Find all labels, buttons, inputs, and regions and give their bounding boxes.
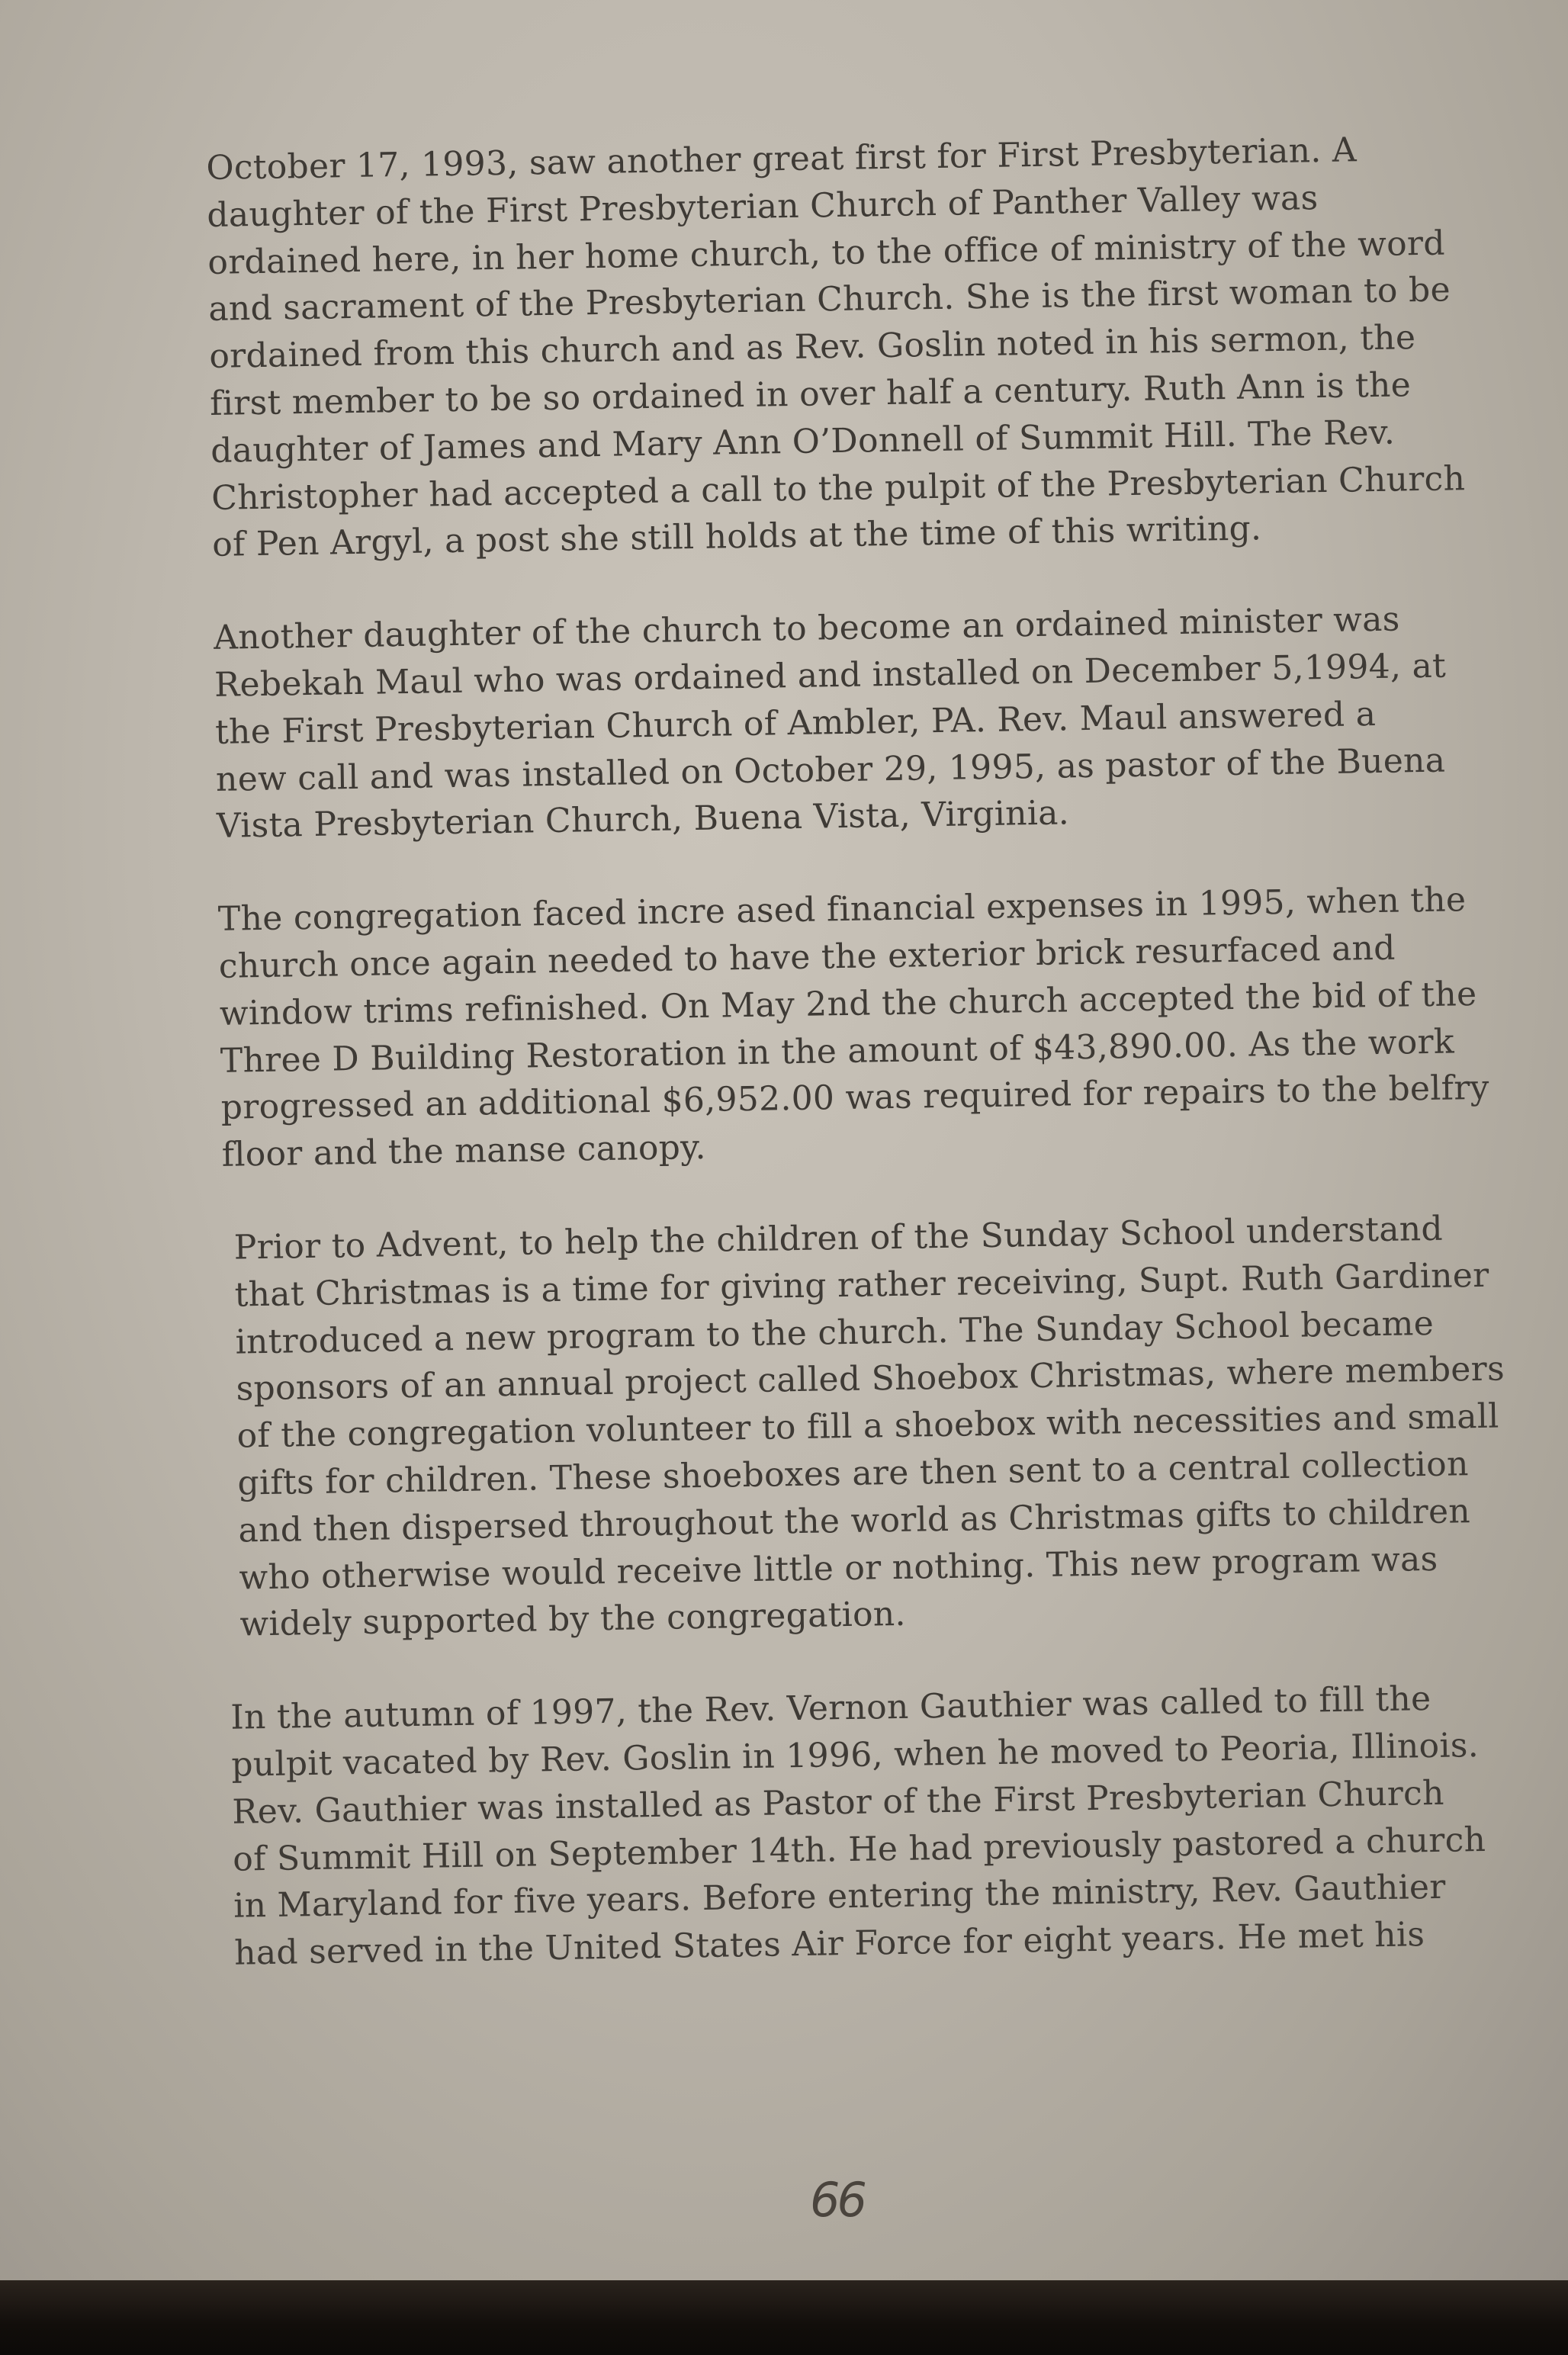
text-line: Three D Building Restoration in the amount of $43,890.00. As the work [220, 1021, 1455, 1081]
text-line: widely supported by the congregation. [239, 1595, 907, 1644]
text-line: Christopher had accepted a call to the pulpit of the Presbyterian Church [210, 458, 1466, 518]
paragraph-ordination-1993 [206, 126, 1466, 570]
text-line: in Maryland for five years. Before entering the ministry, Rev. Gauthier [233, 1868, 1447, 1926]
text-line: of Pen Argyl, a post she still holds at the time of this writing. [211, 509, 1262, 565]
text-line: the First Presbyterian Church of Ambler, PA. Rev. Maul answered a [214, 694, 1377, 752]
text-line: floor and the manse canopy. [221, 1128, 707, 1174]
text-line: gifts for children. These shoeboxes are then sent to a central collection [237, 1444, 1470, 1503]
page-number: 66 [810, 2172, 864, 2228]
paragraph-restoration-1995 [217, 877, 1490, 1179]
text-line: and then dispersed throughout the world as Christmas gifts to children [238, 1491, 1471, 1550]
paragraph-rebekah-maul [214, 596, 1453, 850]
text-line: first member to be so ordained in over half a century. Ruth Ann is the [209, 365, 1412, 423]
text-line: daughter of the First Presbyterian Church of Panther Valley was [207, 178, 1319, 235]
text-line: Another daughter of the church to become an ordained minister was [213, 599, 1400, 658]
text-line: window trims refinished. On May 2nd the church accepted the bid of the [219, 974, 1477, 1033]
desk-shadow [0, 2280, 1568, 2355]
text-line: and sacrament of the Presbyterian Church. She is the first woman to be [207, 270, 1451, 329]
text-line: church once again needed to have the exterior brick resurfaced and [218, 928, 1396, 986]
text-line: In the autumn of 1997, the Rev. Vernon Gauthier was called to fill the [230, 1679, 1431, 1737]
text-line: pulpit vacated by Rev. Goslin in 1996, when he moved to Peoria, Illinois. [230, 1725, 1480, 1785]
text-line: progressed an additional $6,952.00 was required for repairs to the belfry [220, 1068, 1490, 1128]
text-line: who otherwise would receive little or nothing. This new program was [239, 1539, 1438, 1598]
text-line: introduced a new program to the church. The Sunday School became [235, 1303, 1435, 1362]
text-line: Vista Presbyterian Church, Buena Vista, Virginia. [216, 793, 1070, 847]
text-line: had served in the United States Air Force for eight years. He met his [233, 1915, 1425, 1973]
text-line: sponsors of an annual project called Shoebox Christmas, where members [236, 1349, 1505, 1409]
text-line: Prior to Advent, to help the children of the Sunday School understand [233, 1209, 1444, 1267]
text-line: The congregation faced incre ased financial expenses in 1995, when the [217, 880, 1467, 940]
text-line: ordained from this church and as Rev. Goslin noted in his sermon, the [208, 318, 1416, 377]
text-line: ordained here, in her home church, to the office of ministry of the word [207, 223, 1446, 282]
paragraph-rev-gauthier [230, 1675, 1486, 1977]
paragraph-shoebox-christmas [233, 1205, 1505, 1648]
text-line: new call and was installed on October 29, 1995, as pastor of the Buena [215, 741, 1446, 799]
text-line: of Summit Hill on September 14th. He had previously pastored a church [232, 1820, 1486, 1879]
body-text [206, 126, 1505, 2023]
text-line: Rebekah Maul who was ordained and installed on December 5,1994, at [214, 646, 1447, 705]
text-line: of the congregation volunteer to fill a shoebox with necessities and small [236, 1396, 1499, 1456]
text-line: Rev. Gauthier was installed as Pastor of the First Presbyterian Church [231, 1773, 1445, 1832]
text-line: October 17, 1993, saw another great first for First Presbyterian. A [206, 130, 1358, 188]
text-line: daughter of James and Mary Ann O’Donnell of Summit Hill. The Rev. [210, 413, 1396, 471]
text-line: that Christmas is a time for giving rather receiving, Supt. Ruth Gardiner [234, 1255, 1489, 1315]
